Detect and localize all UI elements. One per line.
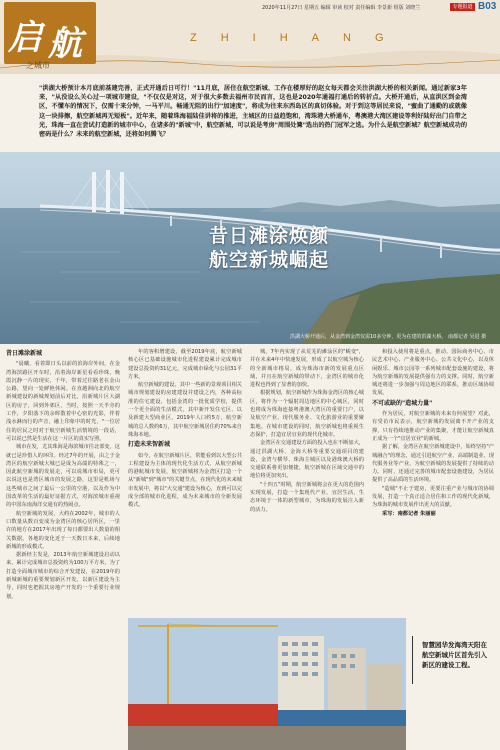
section-heading-2: 打造未来智新城	[128, 441, 171, 449]
photo-caption: 洪湖大桥开通后，从金湾到金湾仅需10多分钟，更为在建的洪湖大桥。 南都记者 吴进 摄	[290, 334, 487, 340]
paragraph: 航空新城的发展，大约在2002年，城市的人口数量从数百变成为金湾区的核心居所区，一里许的地方在2017年出现了每日都要出人数量的相关数据。各地的变化近于一天数日本来，后续地新城的形成模式。	[6, 510, 120, 550]
photo-headline	[144, 224, 394, 272]
article-column-1	[6, 348, 120, 601]
byline: 采写：南都记者 朱丽丽	[382, 510, 436, 517]
section-name: 之城市	[26, 61, 50, 70]
logo-char-2: 航	[48, 24, 82, 64]
paragraph: 城，7年内实现了从荒芜的滩涂区的"蜕变"，并在未来4年中快速发展，形成了以航空城为核心的全新城市格局，成为珠海市新的发展重点区域，并且在航空新城的带动下，金湾区的城市化进程也得到了显著的加快。	[250, 349, 364, 389]
article-column-3	[250, 348, 364, 514]
paragraph: 城市在发，尤其珠海是海滨城市往北部变，这就已是珍惜人的环印。经过7年的开展，由之于金湾区的航空新城大城已是成为高端的特殊之一，因此航空新城的发展走，可以说城市布局，更可以说这也是湾区城市的发展之路，这里是机场与这些城市之间了最后一公里的空港，以及作为中国改革的生活的最好证据方式，对海滨城市重视的中国东南海洋交通有的热闹点。	[6, 444, 120, 509]
section-heading-3: 不可或缺的"造城力量"	[372, 399, 433, 407]
caption-rule	[412, 636, 418, 684]
issue-meta-line: 2020年11月27日 星期五 编辑 审读 校对 责任编辑 李景新 组版 刘晓兰	[262, 5, 421, 11]
paragraph: 金湾区在交通建设方面的投入也在不断加大，通过洪湖大桥、金海大桥等重要交通项目的建设，金湾与横琴、珠海主城区以及港珠澳大桥的交通联系将更加便捷，航空新城在区域交通中的地位将更加突出。	[250, 440, 364, 480]
paragraph: "造城"不止于建房，更要注重产业与城市的协调发展，打造一个真正适合居住和工作的现代化新城，为珠海的城市发展作出更大的贡献。	[372, 485, 494, 509]
masthead-pinyin: ZHIHANG	[190, 32, 408, 44]
paragraph: 如今，在航空新城片区，常能看到以大型公共工程建设为主体的现代化生活方式，从航空新城的港航城市发展，航空新城将为金湾区打造一个从"新城"到"城市"的关键节点，在现代化的未来城市发展中，将以"大交通"建设为核心，直到可以完成全部的城市化进程，成为未来城市的全新发展模式。	[128, 452, 242, 509]
headline-line-2: 航空新城崛起	[208, 249, 329, 271]
section-tag: 专题报道	[450, 3, 475, 11]
paragraph: "晨曦，看着即日头以前的滨海岸外间，在金湾海滨路区开车时，沿着海岸新星看看珍珠，晚霞沉静一片的现实，千年，带着过往路老在金山公路，望向一处鲜艳休闲。在直越洲向北的航空新城建设的新城规划前后对比，沿新城片区大湖区的房子，回到外郊区，当时，按照一天半旁的工作，夕阳落下的余晖散着中心密的光影，伴着浅水淋而行的声音，融上印象中的时光，"一位居住的居民之时对于航空新城生活情境的一段话，可以说已然是生活在这一片区的真实写照。	[6, 361, 120, 442]
section-heading-1: 昔日滩涂新城	[6, 350, 43, 357]
paragraph: "十四五"时期，航空新城将会在更大的范围内实现发展，打造一个集现代产业、宜居生活、生态环境于一体的新型城市，为珠海的发展注入新的活力。	[250, 481, 364, 513]
page-number: B03	[478, 1, 497, 12]
paragraph: 据了解，金湾区在航空新城建设中，始终坚持"产城融合"的理念，通过引进航空产业、高端制造业、现代服务业等产业，为航空新城的发展提供了持续的动力。同时，还通过完善的城市配套设施建设，为居民提供了高品质的生活环境。	[372, 444, 494, 484]
paragraph: 据新经主发是，2013年航空新城建设启动以来，累计完成城市总投资约为100万平方米，为了打造全面城市城市的综合开发建设，在2019年的新城新城的重要规划新区开发，以新区建设为主导，同时也把握其房地产开发的一个重要行业规划。	[6, 552, 120, 600]
construction-photo-illustration	[128, 618, 406, 750]
paragraph: 根据规划，航空新城作为珠海金湾区的核心城区，将作为一个辐射周边地区的中心城区，同时也将成为珠海连接粤港澳大湾区的重要门户，以及航空产业、现代服务业、文化旅游业的重要聚集地。在城市建设的同时，航空新城也将重视生态保护，打造宜居宜业的现代化城市。	[250, 390, 364, 438]
logo-char-1: 启	[8, 18, 42, 58]
paragraph: 和投入使用将是重点，推动，国际商务中心、市民艺术中心、产业服务中心、公共文化中心，以及休闲娱乐、城市公园等一系列城市配套设施的建设，将为航空新城的发展提供强有力的支撑。同时，航空新城还将进一步加强与周边地区的联系，推动区域协调发展。	[372, 349, 494, 397]
article-lead: "洪湖大桥预计本月底前基建完善，正式开通后日可行！"11月底，居住在航空新城、工作在楼厚好的赵女每天都会关注洪湖大桥的相关新闻。通过新家3年来，"从没设么关心过一项城市建设，"不仅仅是对这，对于很大多数去福州市民而言，这也是2020年通福打通后的转折点。大桥开通后，从直洪区到金湾区，不懂车的情况下，仅需十来分钟，一马平川。畅通无阻的出行"加速度"，将成为往来东西岛区的真切体验。对于到这等居民来说，"蜜曲了通勤的或就像这一块排擦，航空新城再无短板"。近年来，随着珠海福陆佳讲将的推进，主城区的日益趋饱和，湾珠港大桥通车，粤澳港大湾区建设等利好陆好出门自带之光，珠海一直在尝试打造新的城市中心，在诸多的"新城"中，航空新城，可以说是考房"周围处篝"选出的热门冠军之选。为什么是航空新城？航空新城成功的密码是什么？未来的航空新城，还将如何腾飞？	[39, 85, 467, 139]
paragraph: 作为居民，对航空新城的未来有何展望？对此，有受访市民表示，航空新城的发展离不开产业的支撑，只有持续地推动产业的集聚，才能让航空新城真正成为一个"宜居宜业"的新城。	[372, 411, 494, 442]
construction-photo-caption: 智慧园华发海湾天阳在航空新城片区首先引入新区的建设工程。	[422, 641, 487, 669]
article-column-2	[128, 348, 242, 510]
article-column-4	[372, 348, 494, 518]
paragraph: 年的客积增建设，截至2019年底，航空新城核心区已基础设施城市化进程建设累计完成城市建设总投资约31亿元，完成城市绿化与公园31平方米。	[128, 349, 242, 380]
section-logo	[4, 2, 96, 64]
headline-line-1: 昔日滩涂焕颜	[208, 225, 329, 247]
paragraph: 航空新城的建设，其中一些新的景观项目相关城市规划建设的房建建设并建设之内，各种高标准的住宅建设，包括金湾的一批优质学校，提供一个更全面的生活模式，其中新开发住宅区、以及新建大型商业区，2019年人口约5万，航空新城的总人数约6万，其中航空新城居住约70%来自珠海本地。	[128, 382, 242, 438]
construction-photo	[128, 618, 406, 750]
